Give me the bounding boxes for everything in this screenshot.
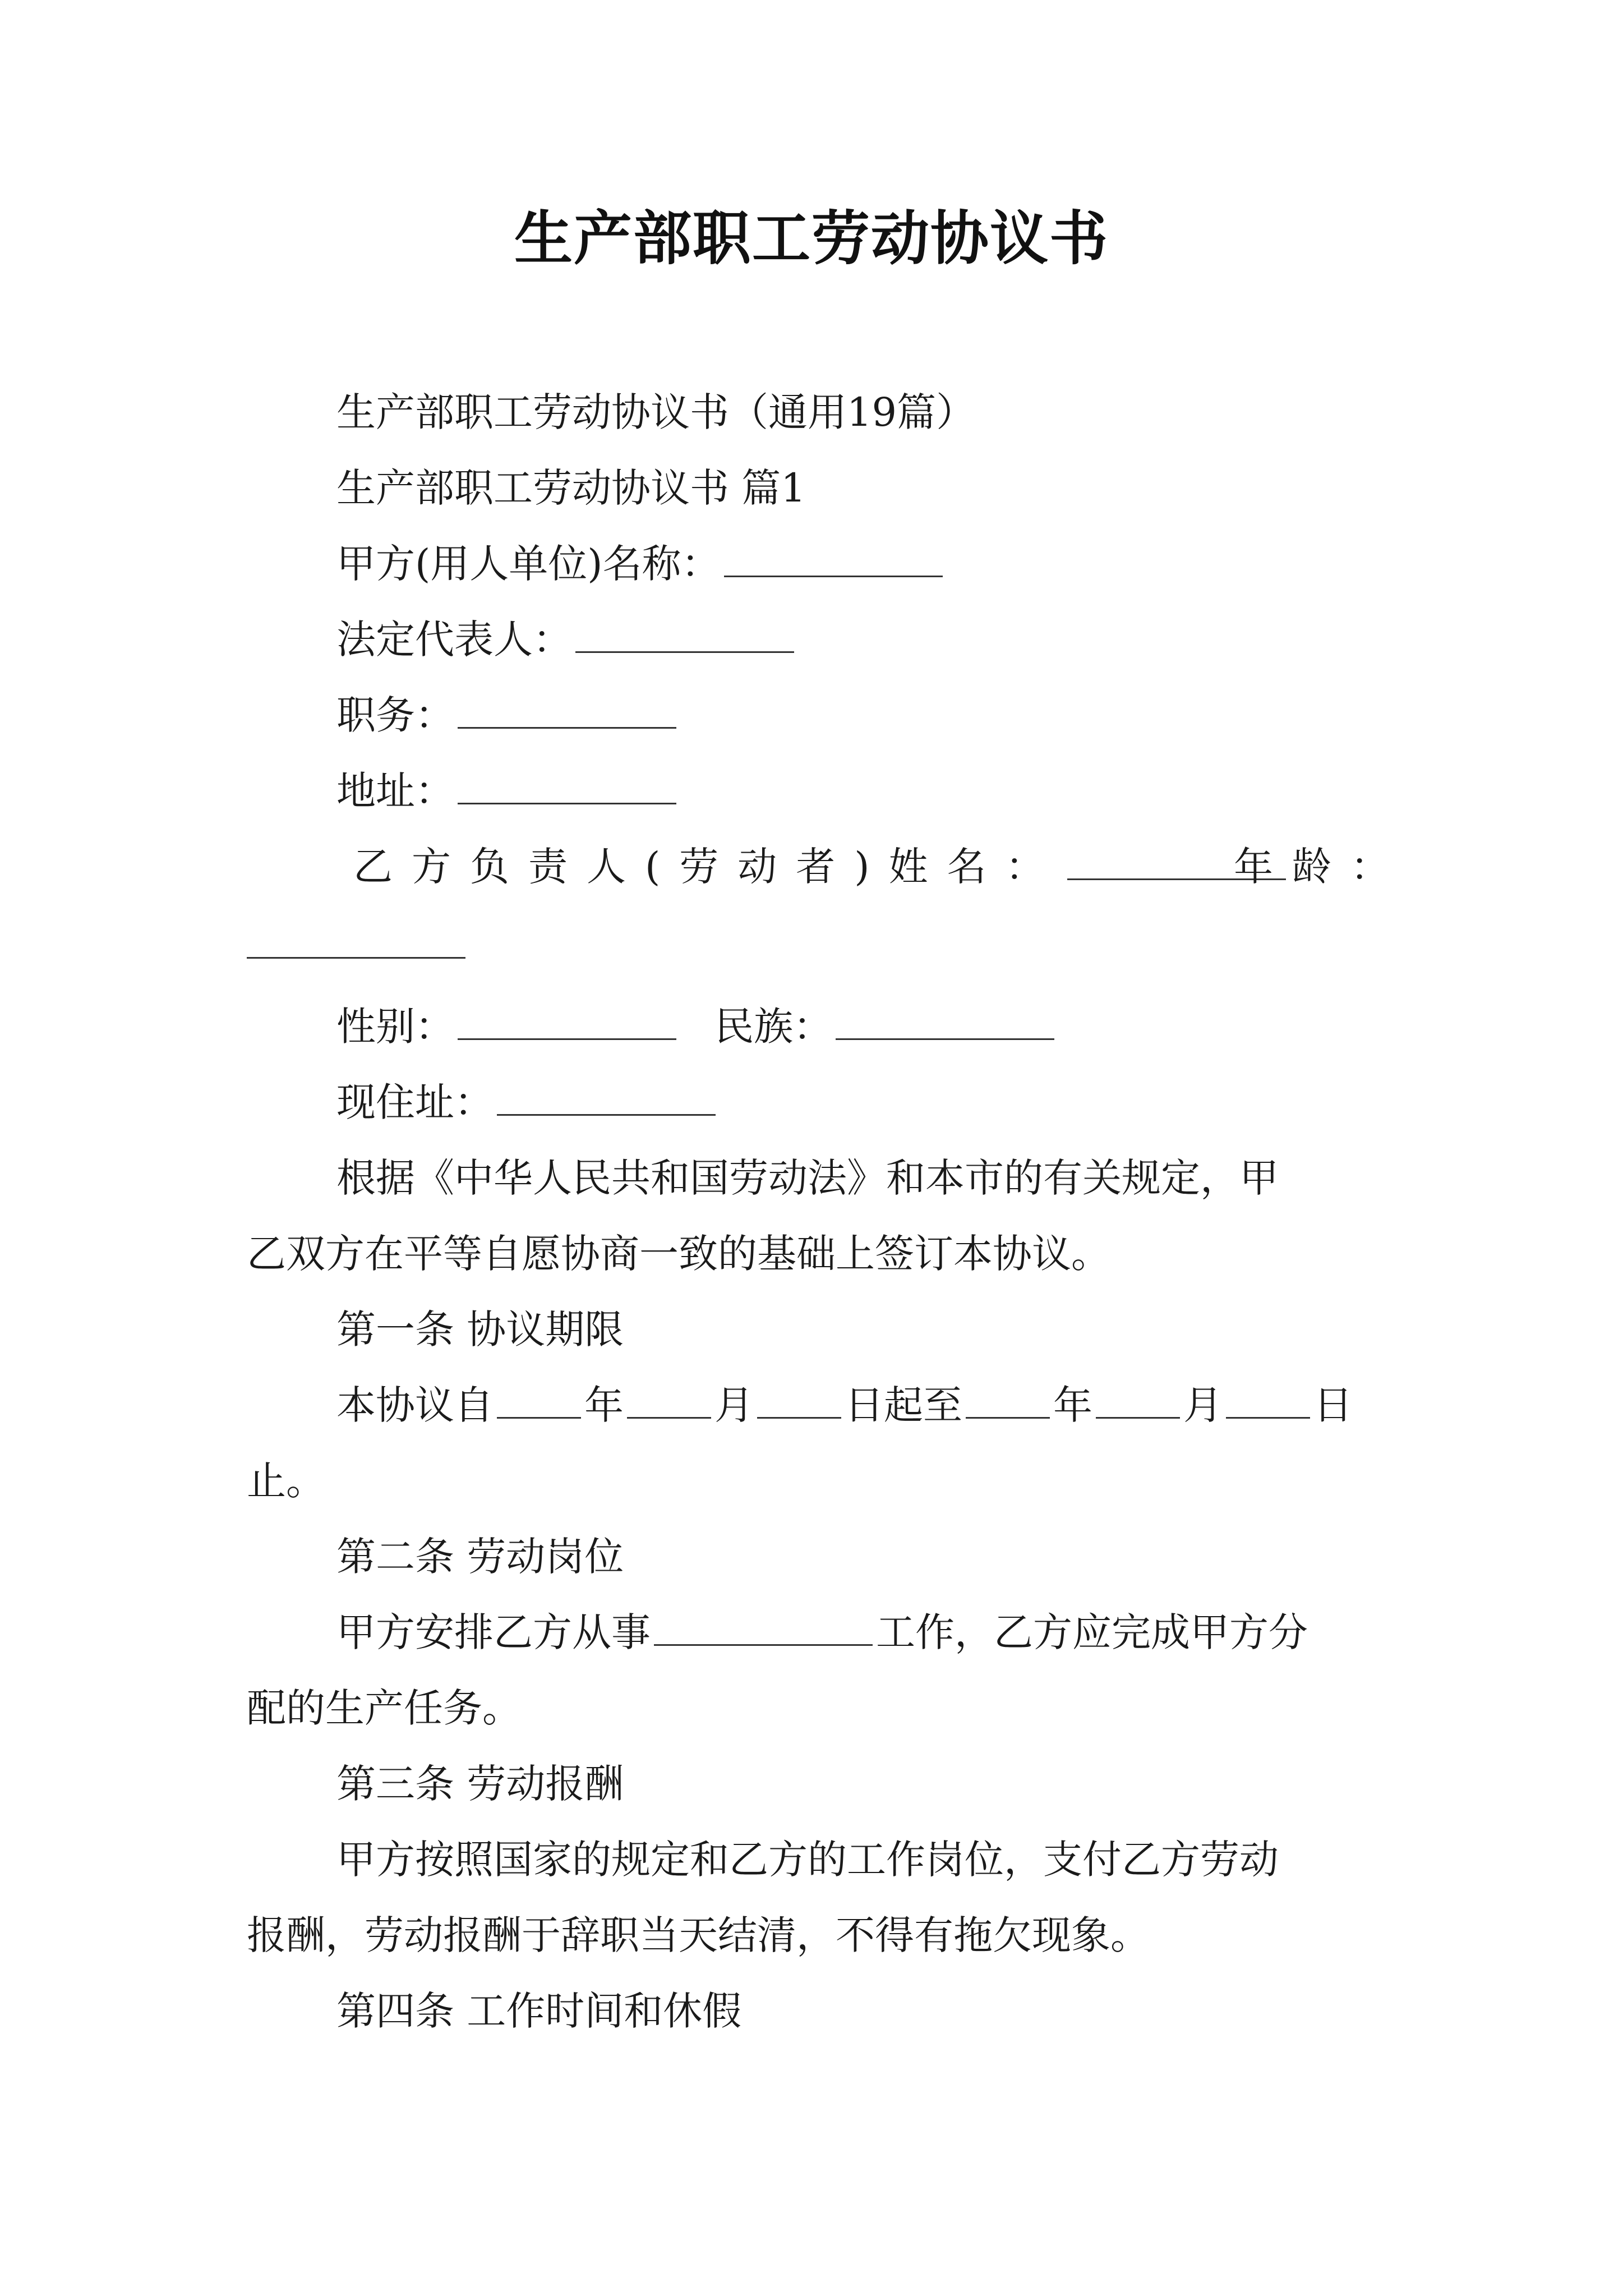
document-subtitle: 生产部职工劳动协议书（通用19篇） <box>336 389 976 435</box>
end-day-blank <box>1226 1384 1310 1419</box>
party-a-name-blank <box>724 543 943 577</box>
basis-paragraph-line-1: 根据《中华人民共和国劳动法》和本市的有关规定，甲 <box>336 1155 1279 1201</box>
current-address-blank <box>497 1082 716 1116</box>
ethnicity-blank <box>836 1006 1054 1040</box>
start-day-label: 日起至 <box>845 1382 962 1428</box>
party-a-name-label: 甲方(用人单位)名称： <box>336 541 721 587</box>
legal-rep-label: 法定代表人： <box>336 616 572 662</box>
position-row <box>336 690 680 740</box>
article-1-term-end: 止。 <box>247 1458 325 1504</box>
article-3-line-1: 甲方按照国家的规定和乙方的工作岗位，支付乙方劳动 <box>336 1837 1279 1883</box>
gender-label: 性别： <box>336 1004 454 1050</box>
gender-ethnicity-row <box>336 1001 1058 1052</box>
job-blank <box>654 1612 873 1646</box>
article-2-line-2: 配的生产任务。 <box>247 1685 522 1731</box>
end-year-label: 年 <box>1053 1382 1092 1428</box>
legal-rep-row <box>336 614 797 665</box>
position-blank <box>458 694 676 729</box>
article-2-line-1-b: 工作，乙方应完成甲方分 <box>876 1609 1308 1655</box>
basis-paragraph-line-2: 乙双方在平等自愿协商一致的基础上签订本协议。 <box>247 1231 1110 1277</box>
age-label-wrap <box>1234 841 1409 892</box>
article-1-title: 第一条 协议期限 <box>336 1306 624 1352</box>
term-start-label: 本协议自 <box>336 1382 494 1428</box>
article-1-term-row <box>336 1380 1353 1430</box>
party-b-name-row <box>353 841 1289 892</box>
start-month-blank <box>627 1384 711 1419</box>
article-2-line-1 <box>336 1607 1308 1658</box>
current-address-label: 现住址： <box>336 1079 494 1125</box>
ethnicity-label: 民族： <box>714 1004 833 1050</box>
start-month-label: 月 <box>714 1382 754 1428</box>
end-month-label: 月 <box>1183 1382 1223 1428</box>
start-day-blank <box>757 1384 841 1419</box>
section-heading: 生产部职工劳动协议书 篇1 <box>336 465 806 511</box>
age-blank <box>247 924 465 959</box>
address-blank <box>458 770 676 804</box>
article-3-title: 第三条 劳动报酬 <box>336 1761 624 1807</box>
article-2-title: 第二条 劳动岗位 <box>336 1534 624 1580</box>
position-label: 职务： <box>336 692 454 738</box>
age-label: 年龄： <box>1234 844 1409 890</box>
address-row <box>336 766 680 816</box>
article-3-line-2: 报酬，劳动报酬于辞职当天结清，不得有拖欠现象。 <box>247 1912 1150 1958</box>
document-title: 生产部职工劳动协议书 <box>514 204 1109 273</box>
legal-rep-blank <box>575 619 794 653</box>
article-2-line-1-a: 甲方安排乙方从事 <box>336 1609 651 1655</box>
end-month-blank <box>1096 1384 1180 1419</box>
party-a-name-row <box>336 539 946 589</box>
article-4-title: 第四条 工作时间和休假 <box>336 1988 742 2034</box>
gender-blank <box>458 1006 676 1040</box>
current-address-row <box>336 1077 719 1128</box>
end-year-blank <box>966 1384 1050 1419</box>
end-day-label: 日 <box>1313 1382 1353 1428</box>
start-year-label: 年 <box>584 1382 624 1428</box>
start-year-blank <box>497 1384 581 1419</box>
party-b-name-label: 乙方负责人(劳动者)姓名： <box>353 844 1064 890</box>
address-label: 地址： <box>336 768 454 814</box>
age-blank-row <box>247 920 469 970</box>
